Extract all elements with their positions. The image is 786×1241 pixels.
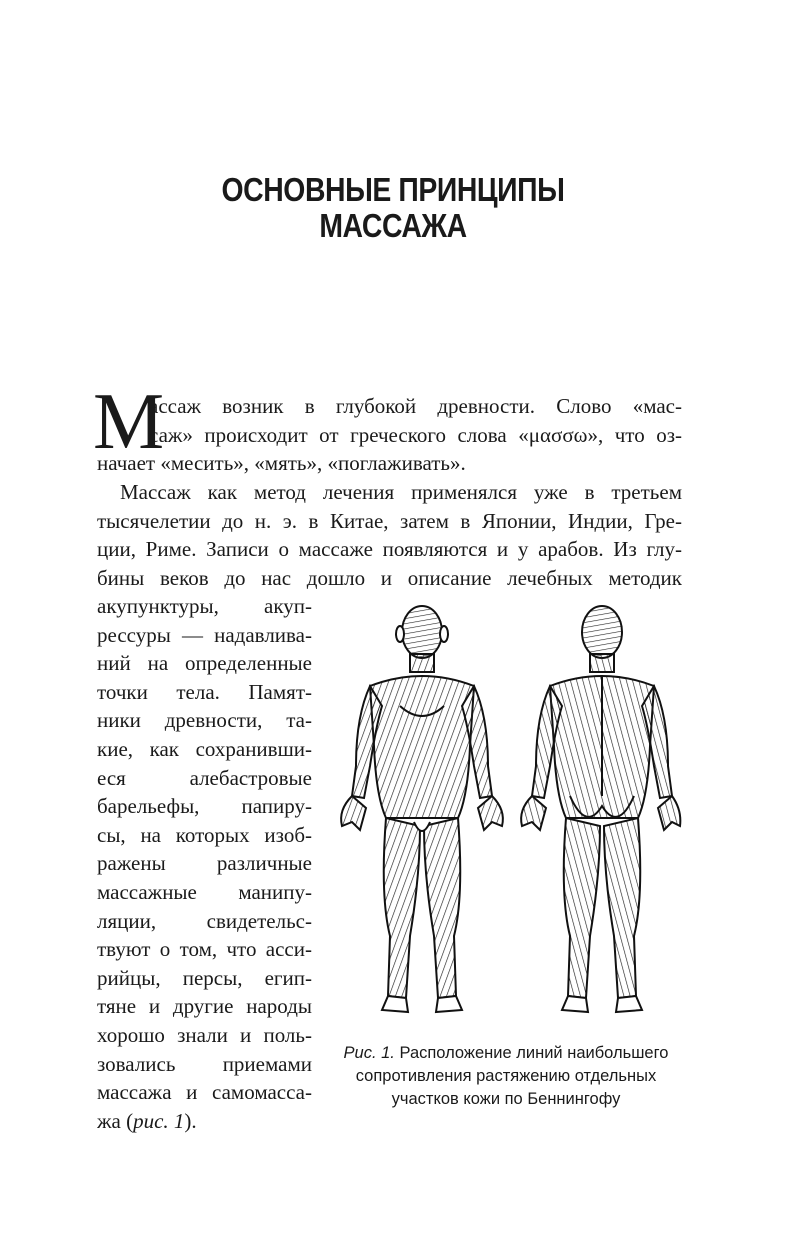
paragraph-2-line-4: бины веков до нас дошло и описание лечебных методик (97, 565, 682, 590)
wrapped-line: точки тела. Памят- (97, 679, 312, 704)
paragraph-1 (97, 392, 682, 478)
chapter-title (55, 172, 731, 244)
wrapped-line: ражены различные (97, 851, 312, 876)
wrapped-line: ний на определенные (97, 651, 312, 676)
paragraph-2 (97, 478, 682, 592)
wrapped-line: ляции, свидетельс- (97, 908, 312, 933)
wrapped-line: хорошо знали и поль- (97, 1022, 312, 1047)
wrapped-line-last-text: жа ( (97, 1108, 134, 1133)
wrapped-line: барельефы, папиру- (97, 794, 312, 819)
paragraph-2-line-3: ции, Риме. Записи о массаже появляются и у арабов. Из глу- (97, 537, 682, 562)
wrapped-line: твуют о том, что асси- (97, 937, 312, 962)
wrapped-line: ники древности, та- (97, 708, 312, 733)
reference-close: ). (184, 1108, 197, 1133)
back-body-figure (521, 606, 680, 1012)
figure-reference: рис. 1 (133, 1108, 185, 1133)
caption-line-2: сопротивления растяжению отдельных (355, 1067, 657, 1085)
figure-caption (330, 1042, 682, 1111)
wrapped-line: еся алебастровые (97, 765, 312, 790)
paragraph-1-line-1: ассаж возник в глубокой древности. Слово «мас- (149, 394, 682, 418)
body-figure-illustration (330, 596, 682, 1026)
front-body-figure (341, 606, 503, 1012)
paragraph-1-line-3: начает «месить», «мять», «поглаживать». (97, 451, 466, 476)
paragraph-2-line-1: Массаж как метод лечения применялся уже в третьем (120, 480, 682, 504)
wrapped-line: зовались приемами (97, 1051, 312, 1076)
wrapped-line: сы, на которых изоб- (97, 822, 312, 847)
caption-label: Рис. 1. (343, 1044, 395, 1062)
wrapped-line: акупунктуры, акуп- (97, 594, 312, 618)
wrapped-line: массажа и самомасса- (97, 1080, 312, 1105)
title-line-1: ОСНОВНЫЕ ПРИНЦИПЫ (221, 171, 565, 208)
caption-text-1: Расположение линий наибольшего (394, 1044, 669, 1062)
wrapped-line: рийцы, персы, егип- (97, 965, 312, 990)
paragraph-2-line-2: тысячелетии до н. э. в Китае, затем в Японии, Индии, Гре- (97, 508, 682, 533)
wrapped-line: массажные манипу- (97, 879, 312, 904)
caption-line-3: участков кожи по Беннингофу (391, 1090, 621, 1108)
title-line-2: МАССАЖА (319, 207, 467, 244)
paragraph-1-line-2: саж» происходит от греческого слова «μασσω», что оз- (149, 422, 682, 447)
wrapped-line: кие, как сохранивши- (97, 736, 312, 761)
wrapped-line: тяне и другие народы (97, 994, 312, 1019)
wrapped-line: рессуры — надавлива- (97, 622, 312, 647)
caption-line-1 (330, 1042, 682, 1065)
drop-cap: М (93, 378, 165, 466)
wrapped-line-last (97, 1107, 312, 1136)
paragraph-2-wrapped (97, 592, 312, 1135)
